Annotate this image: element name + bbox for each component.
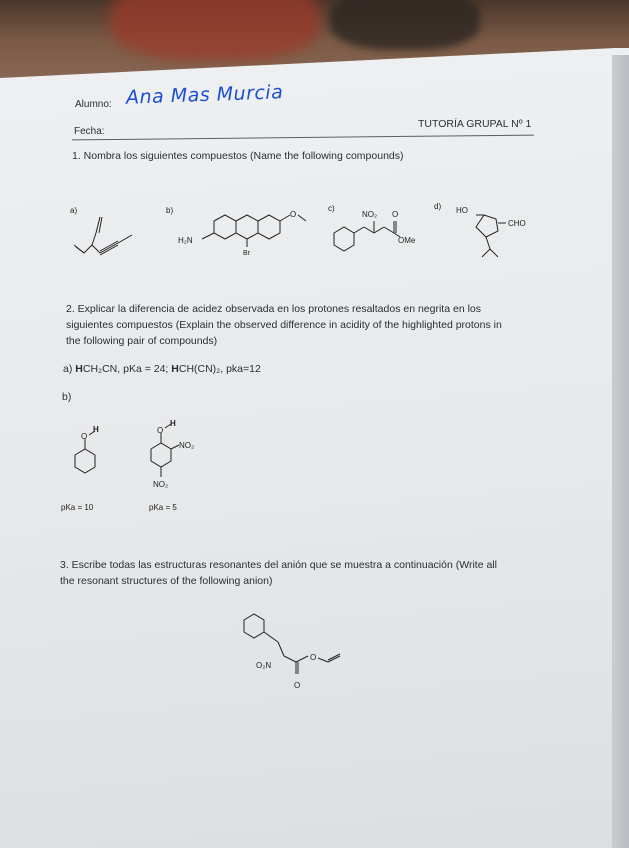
q1-label-a: a) bbox=[70, 206, 78, 215]
q1-label-b: b) bbox=[166, 206, 174, 215]
q2-part-a: a) HCH₂CN, pKa = 24; HCH(CN)₂, pka=12 bbox=[63, 363, 261, 375]
q2-prompt-line3: the following pair of compounds) bbox=[66, 335, 218, 347]
nitro-bottom: NO₂ bbox=[153, 480, 169, 489]
q1-label-c: c) bbox=[328, 204, 335, 213]
c-nitro: NO₂ bbox=[362, 210, 378, 219]
q2-structures bbox=[55, 415, 225, 515]
page-title: TUTORÍA GRUPAL Nº 1 bbox=[418, 118, 532, 130]
q2-prompt-line2: siguientes compuestos (Explain the observed difference in acidity of the highlighted protons in bbox=[66, 319, 502, 331]
q3-prompt-line1: 3. Escribe todas las estructuras resonantes del anión que se muestra a continuación (Write all bbox=[60, 559, 497, 571]
q1-prompt: 1. Nombra los siguientes compuestos (Name the following compounds) bbox=[72, 150, 404, 162]
q2-part-b-label: b) bbox=[62, 391, 72, 403]
b-bromo: Br bbox=[243, 250, 250, 257]
q2-prompt-line1: 2. Explicar la diferencia de acidez observada en los protones resaltados en negrita en los bbox=[66, 303, 482, 315]
dinitrophenol bbox=[151, 424, 179, 477]
molecule-b bbox=[202, 215, 306, 247]
q3-carbonyl-o: O bbox=[294, 681, 301, 690]
q3-nitro: O₂N bbox=[256, 661, 272, 670]
d-hydroxy: HO bbox=[456, 206, 468, 215]
nitrophenol-h: H bbox=[170, 419, 176, 428]
paper-edge bbox=[612, 55, 629, 848]
c-carbonyl-o: O bbox=[392, 210, 399, 219]
b-ether-o: O bbox=[290, 210, 297, 219]
molecule-c bbox=[334, 221, 400, 251]
nitro-top: NO₂ bbox=[179, 441, 195, 450]
q1-label-d: d) bbox=[434, 202, 442, 211]
q3-ester-o: O bbox=[310, 653, 317, 662]
background-object bbox=[330, 0, 480, 50]
fecha-label: Fecha: bbox=[74, 126, 105, 137]
phenol-o: O bbox=[81, 432, 88, 441]
q3-prompt-line2: the resonant structures of the following anion) bbox=[60, 575, 273, 587]
alumno-label: Alumno: bbox=[75, 99, 112, 110]
d-aldehyde: CHO bbox=[508, 219, 526, 228]
b-amine: H₂N bbox=[178, 236, 193, 245]
phenol-h: H bbox=[93, 425, 99, 434]
pka-right: pKa = 5 bbox=[149, 503, 177, 512]
nitrophenol-o: O bbox=[157, 426, 164, 435]
background-object bbox=[110, 0, 320, 60]
q3-structure bbox=[230, 600, 370, 700]
molecule-a bbox=[74, 217, 132, 255]
c-ester: OMe bbox=[398, 236, 416, 245]
student-name-handwritten: Ana Mas Murcia bbox=[125, 81, 284, 109]
pka-left: pKa = 10 bbox=[61, 503, 94, 512]
molecule-d bbox=[476, 215, 506, 257]
q1-structures bbox=[60, 195, 540, 275]
